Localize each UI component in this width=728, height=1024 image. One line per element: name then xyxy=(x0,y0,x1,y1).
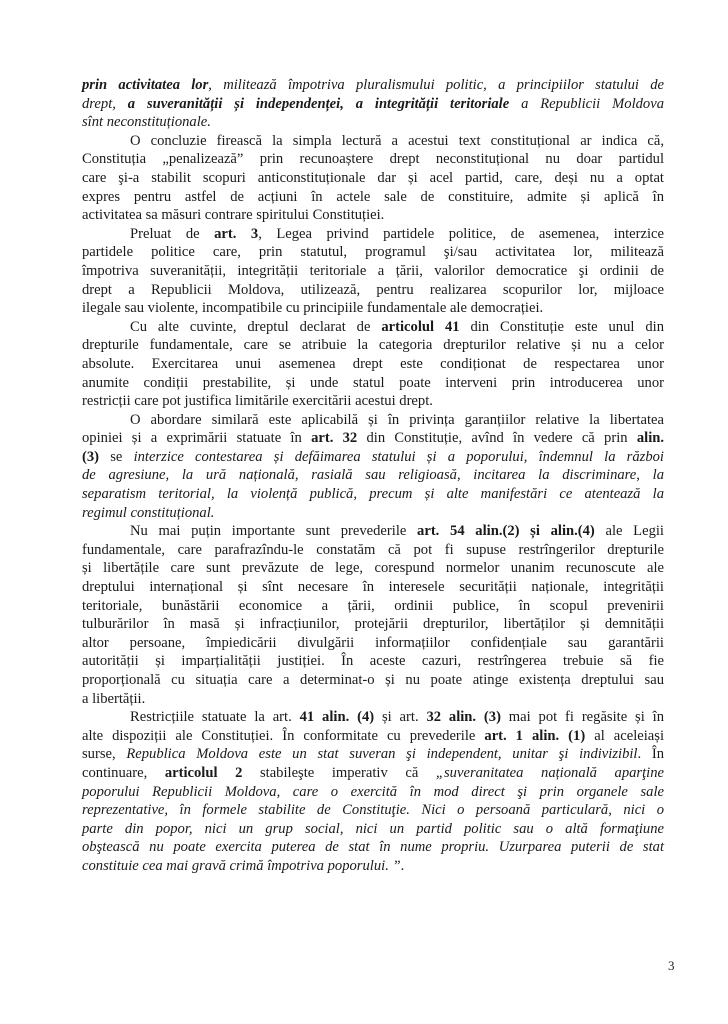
text-line xyxy=(82,95,664,114)
text-run: din Constituție este unul din xyxy=(459,318,664,335)
text-run: împotriva suveranității, integrității teritoriale a țării, valorilor democratice şi ordinii de xyxy=(82,262,664,279)
text-line xyxy=(82,690,664,709)
text-line xyxy=(82,541,664,560)
text-line xyxy=(82,243,664,262)
text-run: drept, xyxy=(82,95,128,112)
text-line xyxy=(82,132,664,151)
text-run: a libertății. xyxy=(82,690,146,707)
text-line xyxy=(82,820,664,839)
text-run: din Constituție, avînd în vedere că prin xyxy=(357,430,637,447)
text-run: alin. xyxy=(636,430,665,447)
text-run: expres pentru astfel de acțiuni în actele sale de constituire, admite și aplică în xyxy=(82,188,664,205)
text-run: ale Legii xyxy=(594,523,664,540)
text-run: autorității și imparțialității justiției. În aceste cazuri, restrîngerea trebuie să fie xyxy=(82,653,664,670)
text-line xyxy=(82,764,664,783)
text-line xyxy=(82,355,664,374)
text-run: regimul constituțional. xyxy=(82,504,215,521)
paragraph xyxy=(82,318,664,411)
text-line xyxy=(82,169,664,188)
paragraph xyxy=(82,76,664,132)
text-line xyxy=(82,671,664,690)
text-line xyxy=(82,783,664,802)
text-line xyxy=(82,76,664,95)
text-line xyxy=(82,708,664,727)
text-run: teritoriale, bunăstării economice a țării, ordinii publice, în scopul prevenirii xyxy=(82,597,664,614)
text-run: Cu alte cuvinte, dreptul declarat de xyxy=(130,318,382,335)
text-run: . În xyxy=(637,746,664,763)
text-run: , militează împotriva pluralismului politic, a principiilor statului de xyxy=(208,77,665,93)
text-line xyxy=(82,522,664,541)
text-line xyxy=(82,727,664,746)
text-run: poporului Republicii Moldova, care o exercită în mod direct şi prin organele sale xyxy=(82,783,664,800)
text-run: art. 32 xyxy=(311,430,358,447)
text-line xyxy=(82,188,664,207)
text-run: prin activitatea lor xyxy=(82,77,209,93)
text-run: O abordare similară este aplicabilă și în privința garanțiilor relative la libertatea xyxy=(130,411,664,428)
text-run: drepturile fundamentale, care se atribuie la categoria drepturilor relative și nu a celor xyxy=(82,337,664,354)
text-line xyxy=(82,448,664,467)
text-run: și art. xyxy=(374,709,427,726)
text-line xyxy=(82,838,664,857)
text-run: sînt neconstituționale. xyxy=(82,114,211,131)
text-run: . xyxy=(400,857,405,874)
text-line xyxy=(82,634,664,653)
text-run: se xyxy=(99,448,134,465)
page-number: 3 xyxy=(668,958,675,973)
text-run: surse, xyxy=(82,746,127,763)
text-run: (3) xyxy=(82,448,100,465)
document-page xyxy=(82,76,664,876)
text-line xyxy=(82,466,664,485)
text-run: constituie cea mai gravă crimă împotriva poporului. ” xyxy=(82,857,401,874)
text-run: art. 54 alin.(2) și alin.(4) xyxy=(417,523,595,540)
text-run: reprezentative, în formele stabilite de Constituţie. Nici o persoană particulară, nici o xyxy=(82,802,664,819)
text-run: a suveranității și independenței, a integrității teritoriale xyxy=(127,95,510,112)
paragraph xyxy=(82,225,664,318)
text-run: „suveranitatea națională aparţine xyxy=(435,764,664,781)
text-run: articolul 2 xyxy=(164,764,243,781)
text-run: opiniei și a exprimării statuate în xyxy=(82,430,312,447)
text-run: Restricțiile statuate la art. xyxy=(130,709,300,726)
text-run: Nu mai puțin importante sunt prevederile xyxy=(130,523,418,540)
text-run: fundamentale, care parafrazîndu-le constatăm că pot fi supuse restrîngerilor drepturile xyxy=(82,541,664,558)
text-line xyxy=(82,745,664,764)
text-line xyxy=(82,615,664,634)
text-run: parte din popor, nici un grup social, nici un partid politic sau o altă formaţiune xyxy=(82,820,664,837)
text-run: interzice contestarea și defăimarea statului și a poporului, îndemnul la război xyxy=(133,448,664,465)
text-run: proporțională cu situația care a determinat-o și nu poate atinge existența dreptului sau xyxy=(82,672,664,688)
text-line xyxy=(82,485,664,504)
text-line xyxy=(82,262,664,281)
paragraph xyxy=(82,522,664,708)
text-run: absolute. Exercitarea unui asemenea drept este condiționat de respectarea unor xyxy=(82,355,664,372)
text-run: altor persoane, împiedicării divulgării informațiilor confidențiale sau garantării xyxy=(82,634,664,651)
text-line xyxy=(82,857,664,876)
text-line xyxy=(82,336,664,355)
text-run: care şi-a stabilit scopuri anticonstituționale dar și acel partid, care, deși nu a optat xyxy=(82,169,664,186)
text-run: obştească nu poate exercita puterea de stat în nume propriu. Uzurparea puterii de stat xyxy=(82,839,664,856)
text-run: a Republicii Moldova xyxy=(509,95,664,112)
text-line xyxy=(82,299,664,318)
text-run: 32 alin. (3) xyxy=(426,709,501,726)
text-run: și libertățile care sunt prevăzute de lege, corespund normelor unanim recunoscute ale xyxy=(82,560,664,577)
text-run: de agresiune, la ură națională, rasială sau religioasă, incitarea la discriminare, la xyxy=(82,467,664,484)
text-run: anumite condiții prestabilite, și unde statul poate interveni prin introducerea unor xyxy=(82,374,664,391)
text-run: drept a Republicii Moldova, utilizează, pentru realizarea scopurilor lor, mijloace xyxy=(82,281,664,298)
text-line xyxy=(82,150,664,169)
text-line xyxy=(82,411,664,430)
text-run: restricții care pot justifica limitările exercitării acestui drept. xyxy=(82,393,433,410)
text-run: separatism teritorial, la violență publică, precum și alte manifestări ce atentează la xyxy=(82,486,664,503)
text-run: stabileşte imperativ că xyxy=(242,764,436,781)
text-run: partidele politice care, prin statutul, programul şi/sau activitatea lor, militează xyxy=(82,244,664,261)
text-line xyxy=(82,392,664,411)
text-run: 41 alin. (4) xyxy=(299,709,375,726)
text-line xyxy=(82,206,664,225)
text-line xyxy=(82,801,664,820)
paragraph xyxy=(82,132,664,225)
text-run: Republica Moldova este un stat suveran şi independent, unitar şi indivizibil xyxy=(126,746,638,763)
text-run: mai pot fi regăsite și în xyxy=(500,709,664,726)
text-line xyxy=(82,281,664,300)
text-run: Preluat de xyxy=(130,225,215,242)
text-line xyxy=(82,113,664,132)
text-line xyxy=(82,559,664,578)
text-run: ilegale sau violente, incompatibile cu principiile fundamentale ale democrației. xyxy=(82,300,544,317)
text-run: articolul 41 xyxy=(381,318,460,335)
text-run: dreptului internațional și sînt necesare în interesele securității naționale, integrității xyxy=(82,579,664,596)
text-line xyxy=(82,504,664,523)
text-line xyxy=(82,225,664,244)
text-run: , Legea privind partidele politice, de asemenea, interzice xyxy=(258,225,664,242)
text-line xyxy=(82,597,664,616)
text-line xyxy=(82,652,664,671)
paragraph xyxy=(82,708,664,875)
text-run: continuare, xyxy=(82,764,165,781)
text-line xyxy=(82,374,664,393)
text-run: Constituția „penalizează” prin recunoaștere drept neconstituțional nu doar partidul xyxy=(82,151,664,168)
text-line xyxy=(82,318,664,337)
text-run: alte dispoziții ale Constituției. În conformitate cu prevederile xyxy=(82,727,485,744)
text-run: tulburărilor în masă și infracțiunilor, protejării drepturilor, libertăților și demnității xyxy=(82,616,664,633)
text-line xyxy=(82,429,664,448)
text-run: activitatea sa măsuri contrare spiritului Constituției. xyxy=(82,207,385,224)
text-run: O concluzie firească la simpla lectură a acestui text constituțional ar indica că, xyxy=(130,132,664,149)
text-line xyxy=(82,578,664,597)
text-run: al aceleiași xyxy=(585,727,664,744)
paragraph xyxy=(82,411,664,523)
text-run: art. 3 xyxy=(214,225,259,242)
text-run: art. 1 alin. (1) xyxy=(484,727,586,744)
